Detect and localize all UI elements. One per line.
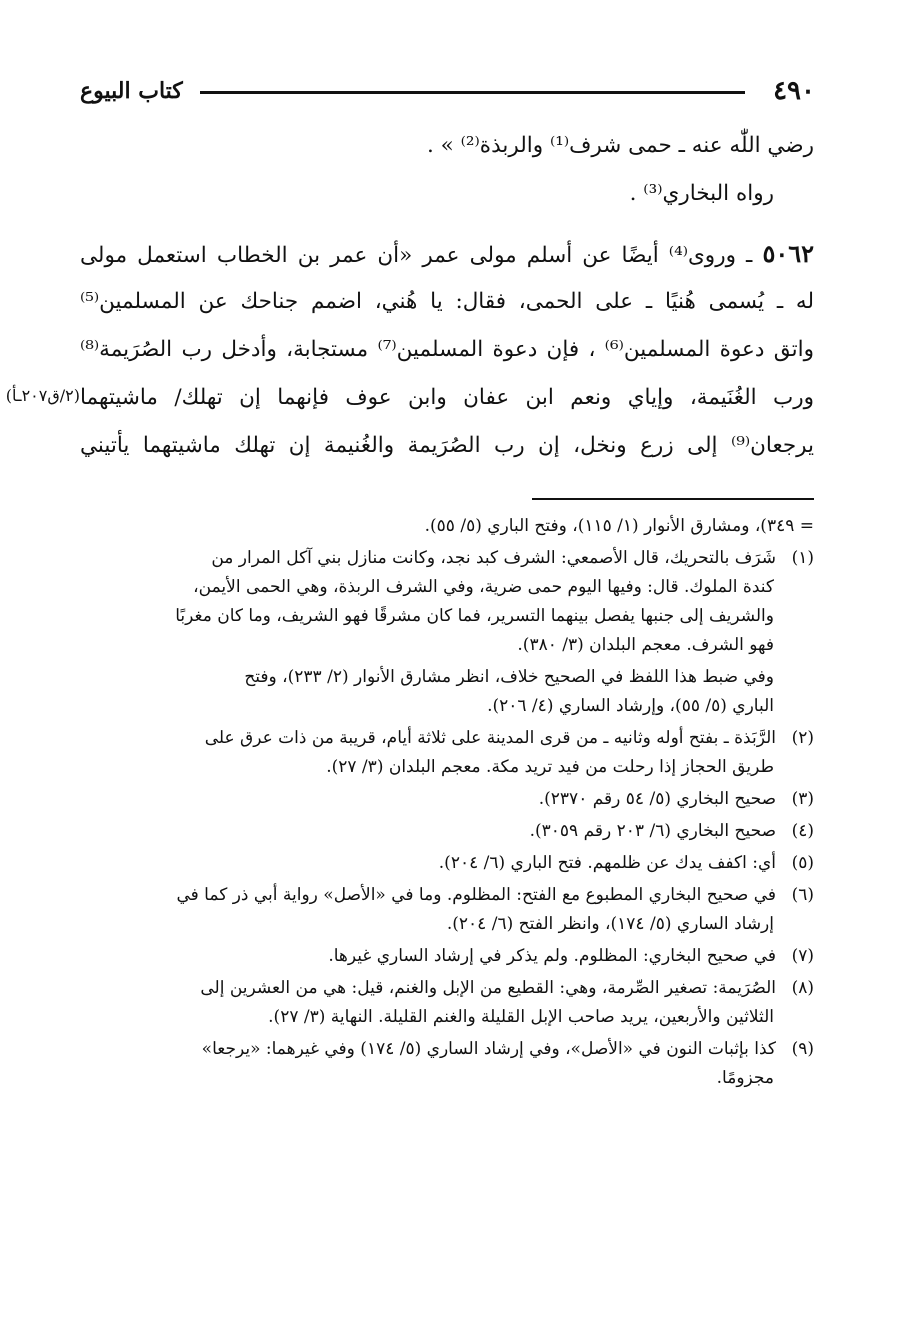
page-header	[80, 76, 815, 120]
footnote-number: (١)	[791, 548, 814, 568]
footnote-text: والشريف إلى جنبها يفصل بينهما التسرير، فما كان مشرقًا فهو الشريف، وما كان مغربًا	[175, 606, 774, 626]
hadith-number: ٥٠٦٢	[762, 239, 814, 268]
footnote-9	[80, 1035, 814, 1064]
text-line: رضي اللّٰه عنه ـ حمى شرف⁽¹⁾ والربذة⁽²⁾ » .	[426, 133, 814, 158]
hadith-first-line	[80, 230, 814, 278]
footnote-3	[80, 785, 814, 814]
footnote-text: صحيح البخاري (٦/ ٢٠٣ رقم ٣٠٥٩).	[529, 821, 776, 841]
footnote-1	[80, 544, 814, 573]
footnote-4	[80, 817, 814, 846]
book-title: كتاب البيوع	[80, 78, 183, 104]
footnote-number: (٩)	[791, 1039, 814, 1059]
text-line	[80, 170, 814, 218]
footnote-number: (٤)	[791, 821, 814, 841]
page-number: ٤٩٠	[773, 76, 815, 106]
footnote-number: (٣)	[791, 789, 814, 809]
footnote-text: الثلاثين والأربعين، يريد صاحب الإبل القليلة والغنم القليلة. النهاية (٣/ ٢٧).	[268, 1007, 774, 1027]
footnote-5	[80, 849, 814, 878]
footnote-text: إرشاد الساري (٥/ ١٧٤)، وانظر الفتح (٦/ ٢٠٤).	[446, 914, 774, 934]
footnote-text: طريق الحجاز إذا رحلت من فيد تريد مكة. معجم البلدان (٣/ ٢٧).	[326, 757, 774, 777]
footnote-number: (٥)	[791, 853, 814, 873]
header-rule	[200, 91, 745, 94]
footnote-text: مجزومًا.	[716, 1068, 774, 1088]
footnote-7	[80, 942, 814, 971]
text-line: واتق دعوة المسلمين⁽⁶⁾ ، فإن دعوة المسلمين⁽⁷⁾ مستجابة، وأدخل رب الصُرَيمة⁽⁸⁾	[80, 337, 814, 362]
footnote-text: فهو الشرف. معجم البلدان (٣/ ٣٨٠).	[517, 635, 774, 655]
footnote-text: كندة الملوك. قال: وفيها اليوم حمى ضرية، وفي الشرف الربذة، وهي الحمى الأيمن،	[193, 577, 774, 597]
footnote-text: الباري (٥/ ٥٥)، وإرشاد الساري (٤/ ٢٠٦).	[487, 696, 774, 716]
manuscript-folio-note: (٢/ق٢٠٧ـأ)	[5, 386, 80, 405]
footnote-number: (٧)	[791, 946, 814, 966]
text-line: يرجعان⁽⁹⁾ إلى زرع ونخل، إن رب الصُرَيمة والغُنيمة إن تهلك ماشيتهما يأتيني	[80, 433, 814, 458]
footnote-6	[80, 881, 814, 910]
footnote-text: في صحيح البخاري: المظلوم. ولم يذكر في إرشاد الساري غيرها.	[328, 946, 776, 966]
text-line: ـ وروى⁽⁴⁾ أيضًا عن أسلم مولى عمر «أن عمر بن الخطاب استعمل مولى	[80, 243, 753, 268]
footnote-continuation: = ٣٤٩)، ومشارق الأنوار (١/ ١١٥)، وفتح الباري (٥/ ٥٥).	[424, 516, 814, 536]
footnotes	[80, 512, 814, 1093]
footnote-text: شَرَف بالتحريك، قال الأصمعي: الشرف كبد نجد، وكانت منازل بني آكل المرار من	[211, 548, 776, 568]
footnote-text: وفي ضبط هذا اللفظ في الصحيح خلاف، انظر مشارق الأنوار (٢/ ٢٣٣)، وفتح	[244, 667, 774, 687]
text-line: له ـ يُسمى هُنيًا ـ على الحمى، فقال: يا هُني، اضمم جناحك عن المسلمين⁽⁵⁾	[80, 289, 814, 314]
footnote-text: في صحيح البخاري المطبوع مع الفتح: المظلوم. وما في «الأصل» رواية أبي ذر كما في	[176, 885, 776, 905]
footnote-separator	[532, 498, 814, 500]
footnote-text: كذا بإثبات النون في «الأصل»، وفي إرشاد الساري (٥/ ١٧٤) وفي غيرهما: «يرجعا»	[201, 1039, 776, 1059]
narration-line: رواه البخاري⁽³⁾ .	[629, 181, 774, 206]
footnote-8	[80, 974, 814, 1003]
footnote-number: (٨)	[791, 978, 814, 998]
footnote-text: الرَّبَذة ـ بفتح أوله وثانيه ـ من قرى المدينة على ثلاثة أيام، قريبة من ذات عرق على	[204, 728, 776, 748]
footnote-text: صحيح البخاري (٥/ ٥٤ رقم ٢٣٧٠).	[538, 789, 776, 809]
footnote-number: (٢)	[791, 728, 814, 748]
text-line: ورب الغُنَيمة، وإياي ونعم ابن عفان وابن عوف فإنهما إن تهلك/ ماشيتهما	[80, 385, 814, 410]
footnote-2	[80, 724, 814, 753]
main-text	[80, 122, 814, 470]
footnote-text: الصُرَيمة: تصغير الصِّرمة، وهي: القطيع من الإبل والغنم، قيل: هي من العشرين إلى	[200, 978, 776, 998]
footnote-text: أي: اكفف يدك عن ظلمهم. فتح الباري (٦/ ٢٠٤).	[438, 853, 776, 873]
footnote-number: (٦)	[791, 885, 814, 905]
